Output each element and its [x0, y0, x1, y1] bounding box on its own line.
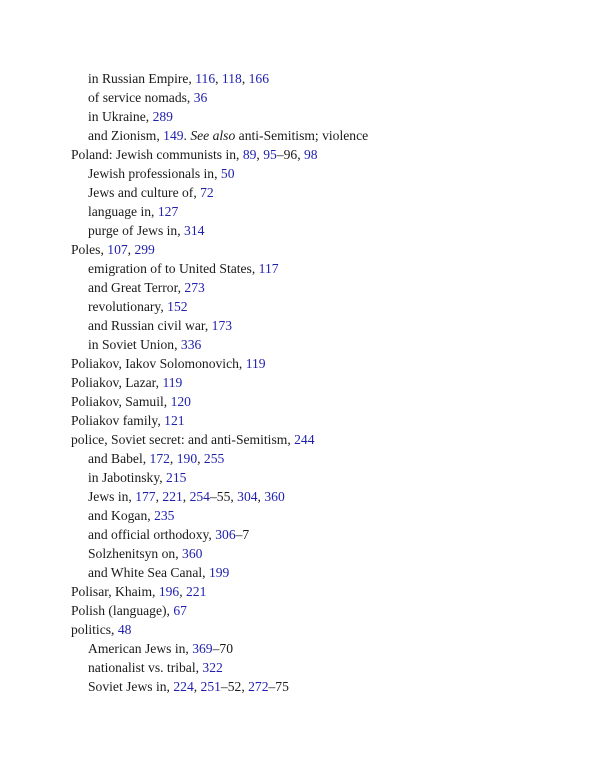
entry-text: –7: [235, 527, 250, 542]
entry-text: Poliakov, Samuil,: [71, 394, 171, 409]
page-link[interactable]: 251: [200, 679, 221, 694]
page-link[interactable]: 48: [117, 622, 132, 637]
entry-text: politics,: [71, 622, 118, 637]
page-link[interactable]: 314: [184, 223, 205, 238]
page-link[interactable]: 215: [166, 470, 187, 485]
page-link[interactable]: 360: [264, 489, 285, 504]
entry-text: language in,: [88, 204, 158, 219]
index-subentry: [71, 335, 591, 354]
entry-text: ,: [127, 242, 135, 257]
entry-text: and Zionism,: [88, 128, 164, 143]
index-page: [71, 69, 591, 696]
page-link[interactable]: 336: [180, 337, 202, 352]
page-link[interactable]: 67: [173, 603, 187, 618]
entry-text: Solzhenitsyn on,: [88, 546, 183, 561]
entry-text: and official orthodoxy,: [88, 527, 216, 542]
page-link[interactable]: 299: [134, 242, 155, 257]
entry-text: .: [183, 128, 191, 143]
page-link[interactable]: 273: [184, 280, 205, 295]
entry-text: in Soviet Union,: [88, 337, 181, 352]
entry-text: American Jews in,: [88, 641, 193, 656]
index-subentry: [71, 487, 591, 506]
entry-text: and Kogan,: [88, 508, 155, 523]
index-entry: [71, 373, 591, 392]
entry-text: and Russian civil war,: [88, 318, 212, 333]
entry-text: ,: [169, 451, 177, 466]
index-entry: [71, 354, 591, 373]
index-subentry: [71, 183, 591, 202]
entry-text: ,: [257, 489, 265, 504]
page-link[interactable]: 190: [176, 451, 198, 466]
page-link[interactable]: 116: [195, 71, 216, 86]
index-subentry: [71, 468, 591, 487]
entry-text: Poland: Jewish communists in,: [71, 147, 243, 162]
entry-text: Soviet Jews in,: [88, 679, 174, 694]
page-link[interactable]: 254: [189, 489, 210, 504]
entry-text: Poliakov, Lazar,: [71, 375, 163, 390]
page-link[interactable]: 289: [152, 109, 173, 124]
page-link[interactable]: 95: [263, 147, 277, 162]
entry-text: Poliakov, Iakov Solomonovich,: [71, 356, 246, 371]
page-link[interactable]: 98: [304, 147, 318, 162]
index-entry: [71, 601, 591, 620]
index-subentry: [71, 677, 591, 696]
page-link[interactable]: 117: [258, 261, 279, 276]
entry-text: Polish (language),: [71, 603, 174, 618]
page-link[interactable]: 72: [200, 185, 214, 200]
entry-text: ,: [215, 71, 222, 86]
index-subentry: [71, 506, 591, 525]
see-also-label: See also: [190, 128, 236, 143]
index-subentry: [71, 88, 591, 107]
entry-text: in Ukraine,: [88, 109, 153, 124]
entry-text: Jews and culture of,: [88, 185, 201, 200]
page-link[interactable]: 199: [208, 565, 230, 580]
entry-text: –75: [268, 679, 289, 694]
index-entry: [71, 240, 591, 259]
page-link[interactable]: 107: [107, 242, 128, 257]
entry-text: purge of Jews in,: [88, 223, 185, 238]
entry-text: ,: [193, 679, 201, 694]
page-link[interactable]: 149: [163, 128, 184, 143]
page-link[interactable]: 177: [135, 489, 156, 504]
page-link[interactable]: 119: [162, 375, 183, 390]
index-entry: [71, 620, 591, 639]
page-link[interactable]: 119: [245, 356, 266, 371]
entry-text: ,: [182, 489, 190, 504]
page-link[interactable]: 224: [173, 679, 194, 694]
page-link[interactable]: 89: [242, 147, 257, 162]
index-subentry: [71, 164, 591, 183]
index-subentry: [71, 259, 591, 278]
page-link[interactable]: 120: [170, 394, 191, 409]
index-subentry: [71, 69, 591, 88]
page-link[interactable]: 244: [294, 432, 315, 447]
index-subentry: [71, 449, 591, 468]
page-link[interactable]: 322: [202, 660, 223, 675]
page-link[interactable]: 255: [203, 451, 225, 466]
entry-text: in Jabotinsky,: [88, 470, 167, 485]
index-subentry: [71, 221, 591, 240]
index-subentry: [71, 126, 591, 145]
entry-text: Jewish professionals in,: [88, 166, 221, 181]
entry-text: ,: [155, 489, 163, 504]
entry-text: police, Soviet secret: and anti-Semitism,: [71, 432, 295, 447]
entry-text: –55,: [209, 489, 238, 504]
index-entry: [71, 411, 591, 430]
entry-text: Jews in,: [88, 489, 136, 504]
page-link[interactable]: 235: [154, 508, 175, 523]
entry-text: and Great Terror,: [88, 280, 185, 295]
entry-text: revolutionary,: [88, 299, 168, 314]
index-subentry: [71, 202, 591, 221]
page-link[interactable]: 127: [157, 204, 179, 219]
index-subentry: [71, 639, 591, 658]
entry-text: in Russian Empire,: [88, 71, 196, 86]
entry-text: Poliakov family,: [71, 413, 165, 428]
page-link[interactable]: 306: [215, 527, 236, 542]
page-link[interactable]: 360: [182, 546, 203, 561]
page-link[interactable]: 221: [162, 489, 183, 504]
index-subentry: [71, 525, 591, 544]
index-subentry: [71, 297, 591, 316]
index-subentry: [71, 107, 591, 126]
page-link[interactable]: 121: [164, 413, 185, 428]
page-link[interactable]: 173: [211, 318, 233, 333]
entry-text: ,: [179, 584, 186, 599]
page-link[interactable]: 166: [248, 71, 269, 86]
entry-text: Polisar, Khaim,: [71, 584, 159, 599]
page-link[interactable]: 196: [158, 584, 180, 599]
page-link[interactable]: 50: [220, 166, 235, 181]
entry-text: of service nomads,: [88, 90, 194, 105]
index-subentry: [71, 544, 591, 563]
page-link[interactable]: 272: [248, 679, 269, 694]
entry-text: and White Sea Canal,: [88, 565, 209, 580]
index-entry: [71, 392, 591, 411]
page-link[interactable]: 118: [221, 71, 242, 86]
index-entry: [71, 430, 591, 449]
entry-text: and Babel,: [88, 451, 150, 466]
index-entry: [71, 582, 591, 601]
entry-text: emigration of to United States,: [88, 261, 259, 276]
entry-text: anti-Semitism; violence: [235, 128, 369, 143]
page-link[interactable]: 152: [167, 299, 188, 314]
page-link[interactable]: 221: [186, 584, 207, 599]
index-subentry: [71, 278, 591, 297]
index-subentry: [71, 563, 591, 582]
entry-text: –96,: [276, 147, 304, 162]
entry-text: nationalist vs. tribal,: [88, 660, 203, 675]
index-subentry: [71, 658, 591, 677]
page-link[interactable]: 304: [237, 489, 258, 504]
entry-text: –52,: [220, 679, 249, 694]
index-subentry: [71, 316, 591, 335]
page-link[interactable]: 369: [192, 641, 213, 656]
entry-text: –70: [212, 641, 233, 656]
page-link[interactable]: 172: [149, 451, 170, 466]
entry-text: ,: [241, 71, 249, 86]
index-entry: [71, 145, 591, 164]
entry-text: ,: [197, 451, 204, 466]
entry-text: ,: [256, 147, 264, 162]
entry-text: Poles,: [71, 242, 108, 257]
page-link[interactable]: 36: [193, 90, 208, 105]
